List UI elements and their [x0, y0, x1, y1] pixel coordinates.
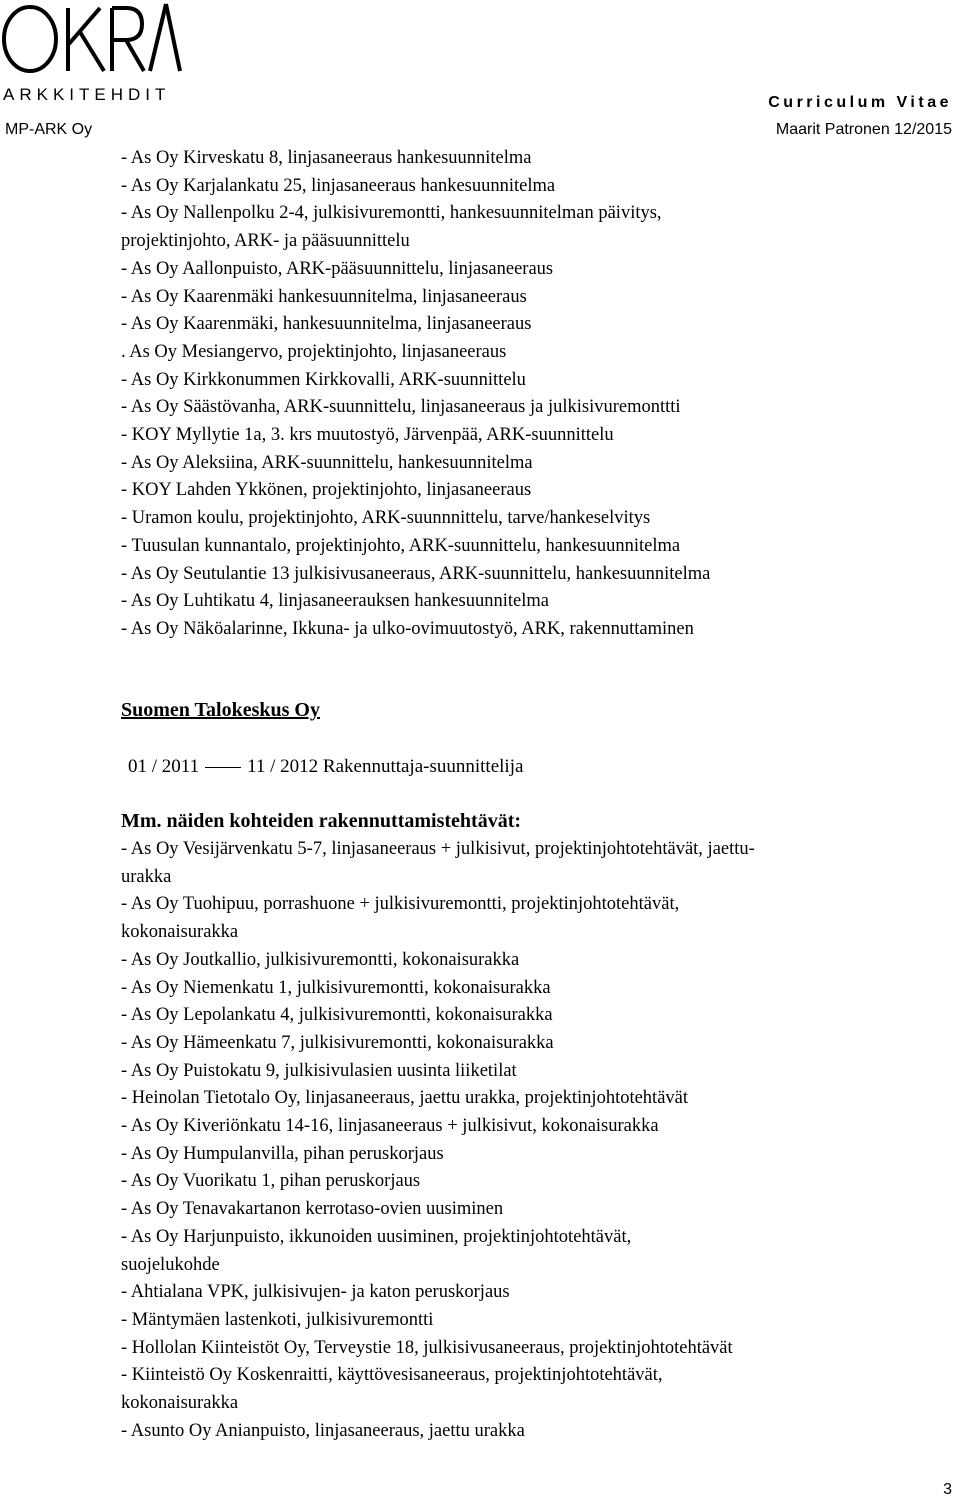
list-item: - As Oy Niemenkatu 1, julkisivuremontti, kokonaisurakka — [121, 977, 551, 998]
list-item: - Tuusulan kunnantalo, projektinjohto, ARK-suunnittelu, hankesuunnitelma — [121, 535, 681, 556]
list-item: - As Oy Tuohipuu, porrashuone + julkisivuremontti, projektinjohtotehtävät, — [121, 894, 680, 915]
list-item: - As Oy Harjunpuisto, ikkunoiden uusiminen, projektinjohtotehtävät, — [121, 1226, 632, 1247]
list-item: - As Oy Kaarenmäki hankesuunnitelma, linjasaneeraus — [121, 286, 527, 307]
list-item: - Heinolan Tietotalo Oy, linjasaneeraus, jaettu urakka, projektinjohtotehtävät — [121, 1088, 689, 1109]
company-short-name: MP-ARK Oy — [5, 121, 93, 138]
job-role: Rakennuttaja-suunnittelija — [322, 756, 524, 777]
list-item: - As Oy Luhtikatu 4, linjasaneerauksen hankesuunnitelma — [121, 591, 549, 612]
list-item: . As Oy Mesiangervo, projektinjohto, linjasaneeraus — [121, 341, 507, 362]
project-list-bottom — [121, 836, 936, 1445]
list-item: kokonaisurakka — [121, 1393, 239, 1414]
list-item: - As Oy Lepolankatu 4, julkisivuremontti, kokonaisurakka — [121, 1005, 553, 1026]
period-end: 11 / 2012 — [247, 756, 319, 777]
list-item: projektinjohto, ARK- ja pääsuunnittelu — [121, 231, 410, 252]
list-item: - As Oy Kaarenmäki, hankesuunnitelma, linjasaneeraus — [121, 314, 532, 335]
period-start: 01 / 2011 — [128, 756, 200, 777]
document-title: Curriculum Vitae — [768, 94, 952, 111]
list-item: - Asunto Oy Anianpuisto, linjasaneeraus, jaettu urakka — [121, 1420, 525, 1441]
list-item: urakka — [121, 866, 172, 887]
list-item: - Mäntymäen lastenkoti, julkisivuremontti — [121, 1309, 434, 1330]
page-number: 3 — [943, 1481, 952, 1498]
list-item: suojelukohde — [121, 1254, 220, 1275]
logo-subtitle: ARKKITEHDIT — [3, 85, 171, 104]
list-item: - As Oy Aleksiina, ARK-suunnittelu, hankesuunnitelma — [121, 452, 533, 473]
list-item: - As Oy Joutkallio, julkisivuremontti, kokonaisurakka — [121, 949, 520, 970]
employer-name: Suomen Talokeskus Oy — [121, 699, 320, 721]
list-item: - As Oy Säästövanha, ARK-suunnittelu, linjasaneeraus ja julkisivuremonttti — [121, 397, 681, 418]
list-item: - As Oy Puistokatu 9, julkisivulasien uusinta liiketilat — [121, 1060, 517, 1081]
list-item: - As Oy Vesijärvenkatu 5-7, linjasaneeraus + julkisivut, projektinjohtotehtävät, jaettu- — [121, 839, 755, 859]
list-item: - As Oy Kiveriönkatu 14-16, linjasaneeraus + julkisivut, kokonaisurakka — [121, 1116, 659, 1137]
list-item: - As Oy Seutulantie 13 julkisivusaneeraus, ARK-suunnittelu, hankesuunnitelma — [121, 563, 711, 584]
projects-heading: Mm. näiden kohteiden rakennuttamistehtävät: — [121, 810, 522, 832]
company-logo — [0, 0, 190, 104]
list-item: - As Oy Humpulanvilla, pihan peruskorjaus — [121, 1143, 444, 1164]
list-item: - As Oy Hämeenkatu 7, julkisivuremontti, kokonaisurakka — [121, 1032, 554, 1053]
period-dash — [205, 767, 241, 768]
list-item: - As Oy Kirveskatu 8, linjasaneeraus hankesuunnitelma — [121, 148, 532, 168]
project-list-top — [121, 145, 936, 644]
employment-period — [128, 756, 523, 778]
list-item: - As Oy Karjalankatu 25, linjasaneeraus hankesuunnitelma — [121, 175, 556, 196]
list-item: - As Oy Nallenpolku 2-4, julkisivuremontti, hankesuunnitelman päivitys, — [121, 203, 662, 224]
list-item: - Uramon koulu, projektinjohto, ARK-suunnnittelu, tarve/hankeselvitys — [121, 508, 651, 529]
list-item: kokonaisurakka — [121, 922, 239, 943]
list-item: - Hollolan Kiinteistöt Oy, Terveystie 18, julkisivusaneeraus, projektinjohtotehtävät — [121, 1337, 733, 1358]
list-item: - KOY Lahden Ykkönen, projektinjohto, linjasaneeraus — [121, 480, 532, 501]
list-item: - KOY Myllytie 1a, 3. krs muutostyö, Järvenpää, ARK-suunnittelu — [121, 425, 614, 446]
list-item: - As Oy Tenavakartanon kerrotaso-ovien uusiminen — [121, 1199, 504, 1220]
list-item: - As Oy Kirkkonummen Kirkkovalli, ARK-suunnittelu — [121, 369, 526, 390]
list-item: - As Oy Näköalarinne, Ikkuna- ja ulko-ovimuutostyö, ARK, rakennuttaminen — [121, 618, 694, 639]
list-item: - Kiinteistö Oy Koskenraitti, käyttövesisaneeraus, projektinjohtotehtävät, — [121, 1365, 663, 1386]
list-item: - As Oy Aallonpuisto, ARK-pääsuunnittelu, linjasaneeraus — [121, 258, 554, 279]
list-item: - As Oy Vuorikatu 1, pihan peruskorjaus — [121, 1171, 421, 1192]
author-and-date: Maarit Patronen 12/2015 — [775, 121, 952, 138]
list-item: - Ahtialana VPK, julkisivujen- ja katon peruskorjaus — [121, 1282, 510, 1303]
